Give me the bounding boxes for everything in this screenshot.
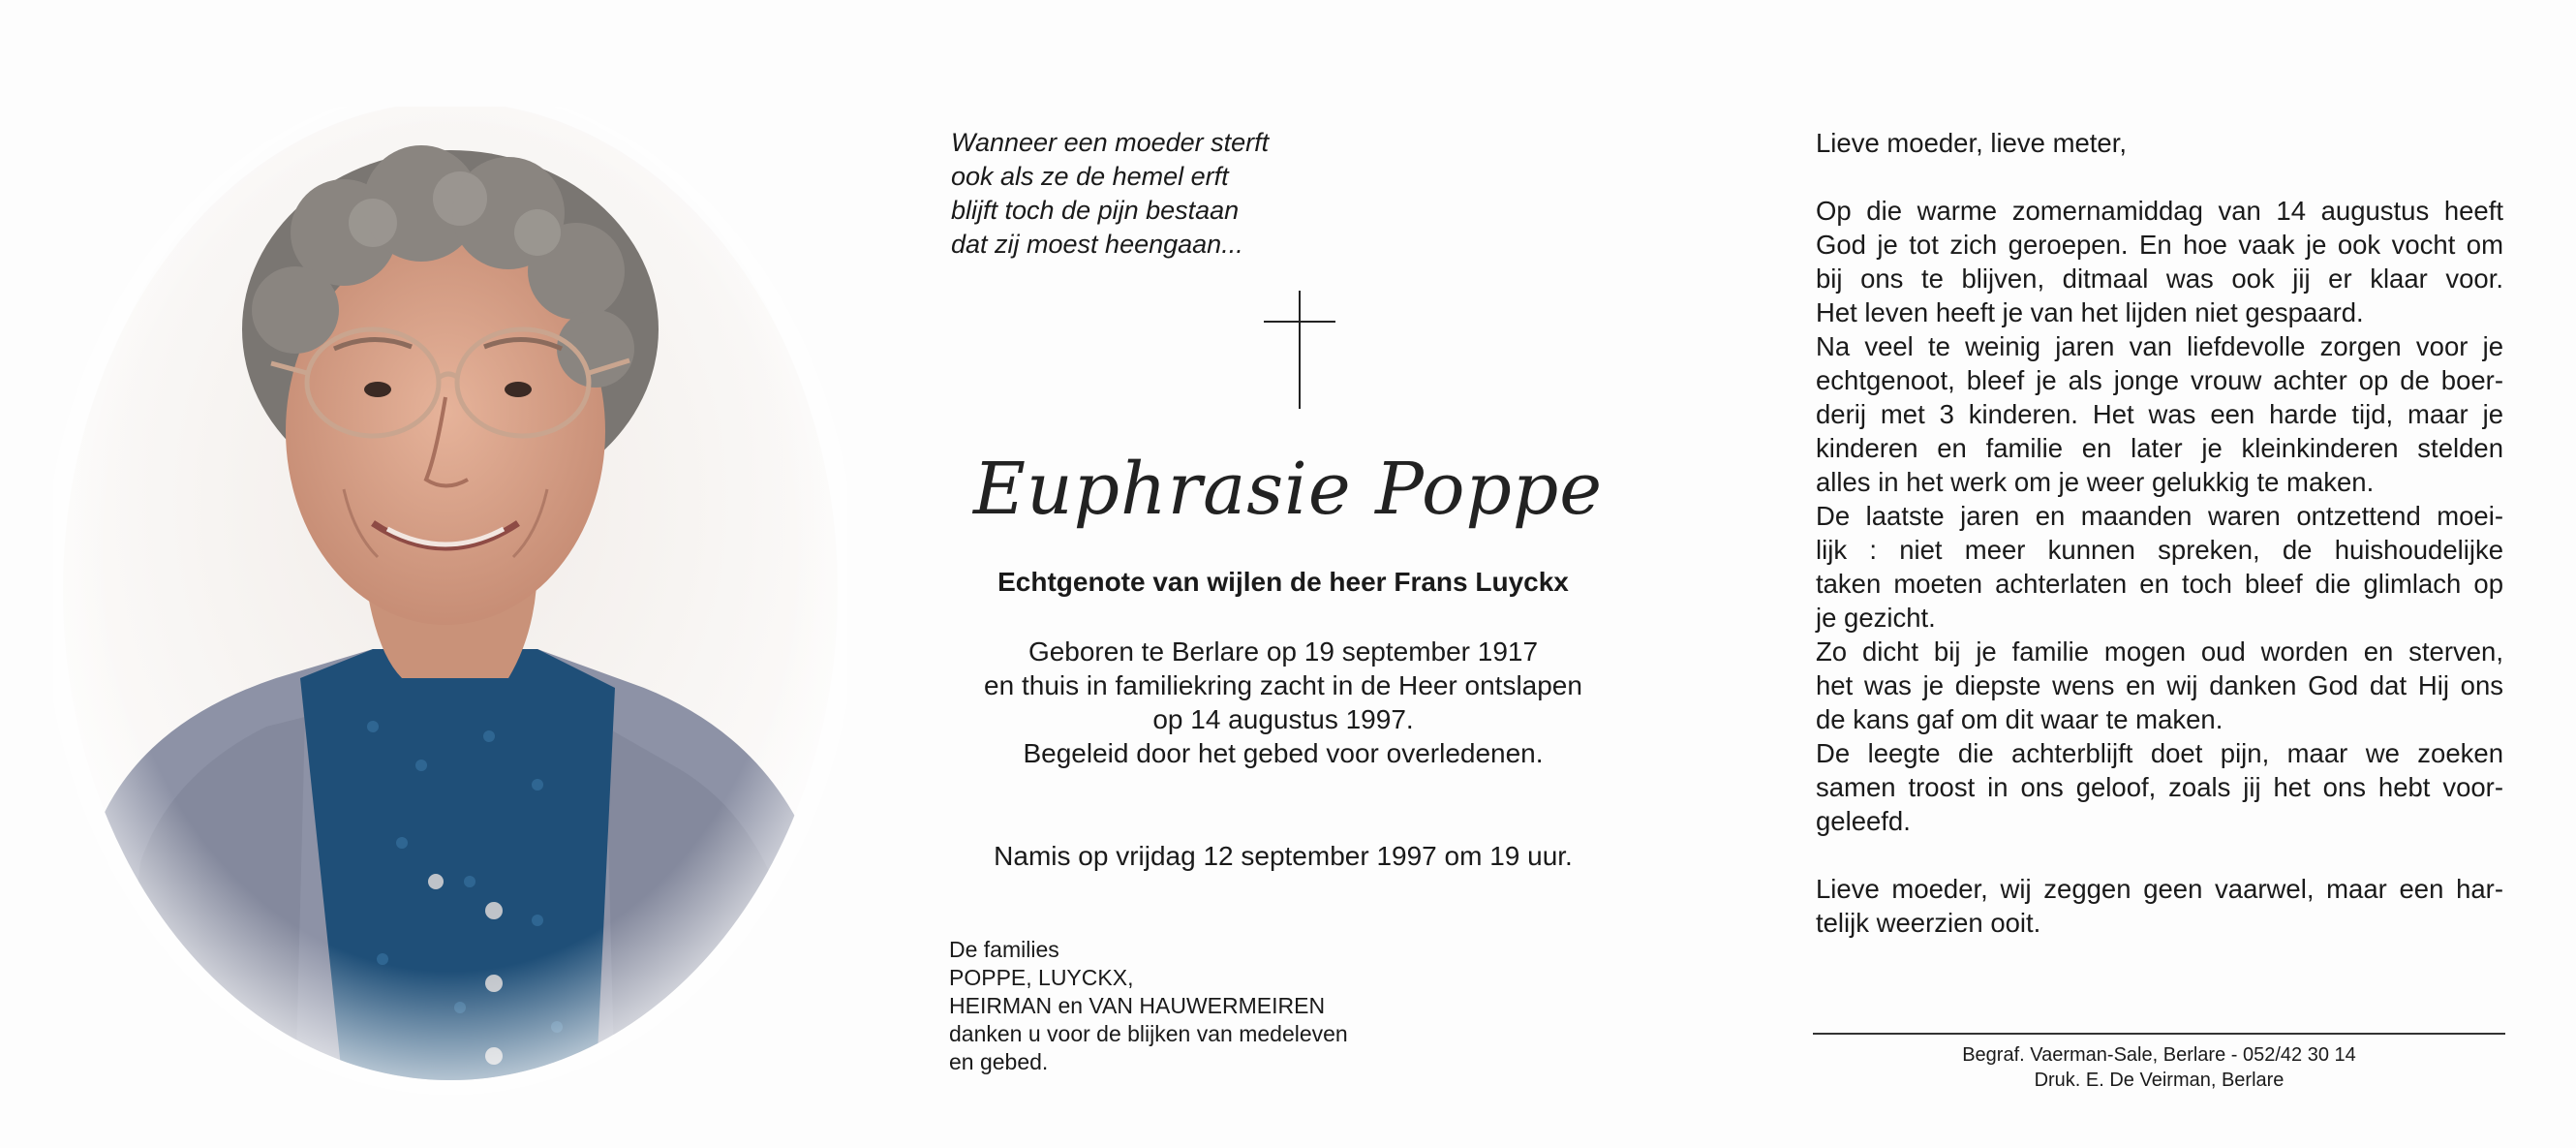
- memorial-poem: [951, 126, 1338, 262]
- service-line: Namis op vrijdag 12 september 1997 om 19 uur.: [994, 841, 1573, 871]
- letter-line: De laatste jaren en maanden waren ontzettend moei-: [1816, 501, 2503, 531]
- poem-line: Wanneer een moeder sterft: [951, 128, 1270, 157]
- poem-line: ook als ze de hemel erft: [951, 162, 1229, 191]
- life-line: Begeleid door het gebed voor overledenen.: [1023, 738, 1544, 768]
- letter-line: kinderen en familie en later je kleinkinderen stelden: [1816, 433, 2503, 463]
- families-thanks: [949, 936, 1453, 1076]
- poem-line: blijft toch de pijn bestaan: [951, 196, 1240, 225]
- families-line: danken u voor de blijken van medeleven: [949, 1021, 1348, 1046]
- families-line: De families: [949, 937, 1059, 962]
- farewell-letter: [1816, 126, 2503, 940]
- spouse-line: Echtgenote van wijlen de heer Frans Luyckx: [997, 567, 1569, 597]
- letter-line: Na veel te weinig jaren van liefdevolle zorgen voor je: [1816, 331, 2503, 361]
- letter-line: je gezicht.: [1816, 603, 1936, 633]
- printer-line: Druk. E. De Veirman, Berlare: [2034, 1070, 2285, 1091]
- letter-line: bij ons te blijven, ditmaal was ook jij er klaar voor.: [1816, 264, 2503, 294]
- families-line: en gebed.: [949, 1049, 1049, 1074]
- letter-line: Op die warme zomernamiddag van 14 augustus heeft: [1816, 196, 2503, 226]
- undertaker-line: Begraf. Vaerman-Sale, Berlare - 052/42 30 14: [1962, 1044, 2356, 1066]
- letter-line: echtgenoot, bleef je als jonge vrouw achter op de boer-: [1816, 365, 2503, 395]
- paragraph-spacer: [1816, 838, 2503, 872]
- printer-footer: [1813, 1042, 2505, 1093]
- letter-line: de kans gaf om dit waar te maken.: [1816, 704, 2223, 734]
- letter-line: God je tot zich geroepen. En hoe vaak je ook vocht om: [1816, 230, 2503, 260]
- life-line: op 14 augustus 1997.: [1152, 704, 1414, 734]
- families-line: POPPE, LUYCKX,: [949, 965, 1134, 990]
- deceased-name: Euphrasie Poppe: [973, 448, 1604, 531]
- letter-closing-line: telijk weerzien ooit.: [1816, 908, 2041, 938]
- families-line: HEIRMAN en VAN HAUWERMEIREN: [949, 993, 1326, 1018]
- life-details: [930, 635, 1637, 770]
- letter-line: het was je diepste wens en wij danken God dat Hij ons: [1816, 670, 2503, 700]
- letter-line: Zo dicht bij je familie mogen oud worden en sterven,: [1816, 636, 2503, 667]
- letter-line: derij met 3 kinderen. Het was een harde tijd, maar je: [1816, 399, 2503, 429]
- latin-cross-icon: [1264, 291, 1335, 409]
- life-line: Geboren te Berlare op 19 september 1917: [1027, 636, 1539, 667]
- letter-line: geleefd.: [1816, 806, 1911, 836]
- letter-closing-line: Lieve moeder, wij zeggen geen vaarwel, maar een har-: [1816, 874, 2503, 904]
- poem-line: dat zij moest heengaan...: [951, 230, 1243, 259]
- letter-line: alles in het werk om je weer gelukkig te maken.: [1816, 467, 2375, 497]
- letter-greeting: Lieve moeder, lieve meter,: [1816, 128, 2128, 158]
- paragraph-spacer: [1816, 160, 2503, 194]
- letter-line: samen troost in ons geloof, zoals jij het ons hebt voor-: [1816, 772, 2503, 802]
- footer-divider: [1813, 1033, 2505, 1035]
- letter-line: Het leven heeft je van het lijden niet gespaard.: [1816, 297, 2364, 327]
- letter-line: lijk : niet meer kunnen spreken, de huishoudelijke: [1816, 535, 2503, 565]
- portrait-photo: [53, 107, 847, 1095]
- life-line: en thuis in familiekring zacht in de Heer ontslapen: [984, 670, 1582, 700]
- letter-line: De leegte die achterblijft doet pijn, maar we zoeken: [1816, 738, 2503, 768]
- letter-line: taken moeten achterlaten en toch bleef die glimlach op: [1816, 569, 2503, 599]
